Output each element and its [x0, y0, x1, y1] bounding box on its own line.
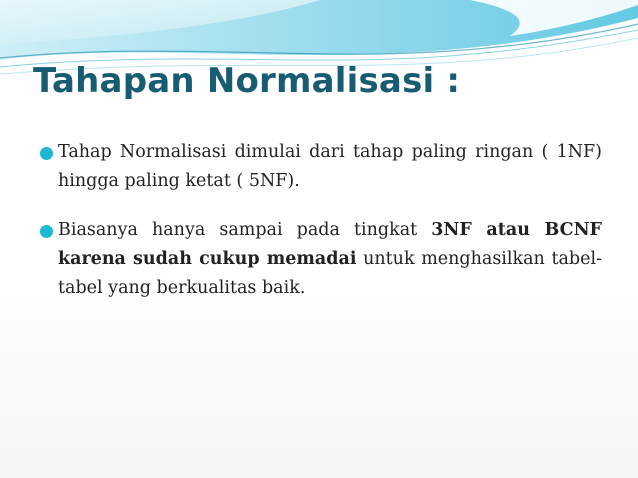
bullet-text-before: Biasanya hanya sampai pada tingkat [58, 220, 432, 240]
bullet-text: Tahap Normalisasi dimulai dari tahap paling ringan ( 1NF) hingga paling ketat ( 5NF). [58, 142, 602, 191]
slide-title: Tahapan Normalisasi : [33, 61, 461, 101]
bullet-list [40, 138, 602, 323]
bullet-item-typical-level [40, 216, 602, 303]
bullet-text-emphasis: 3NF atau BCNF karena sudah cukup memadai [58, 220, 602, 269]
bullet-text-after: untuk menghasilkan tabel-tabel yang berkualitas baik. [58, 249, 602, 298]
bullet-item-normalization-levels [40, 138, 602, 196]
bullet-dot-icon [40, 225, 53, 238]
bullet-dot-icon [40, 147, 53, 160]
